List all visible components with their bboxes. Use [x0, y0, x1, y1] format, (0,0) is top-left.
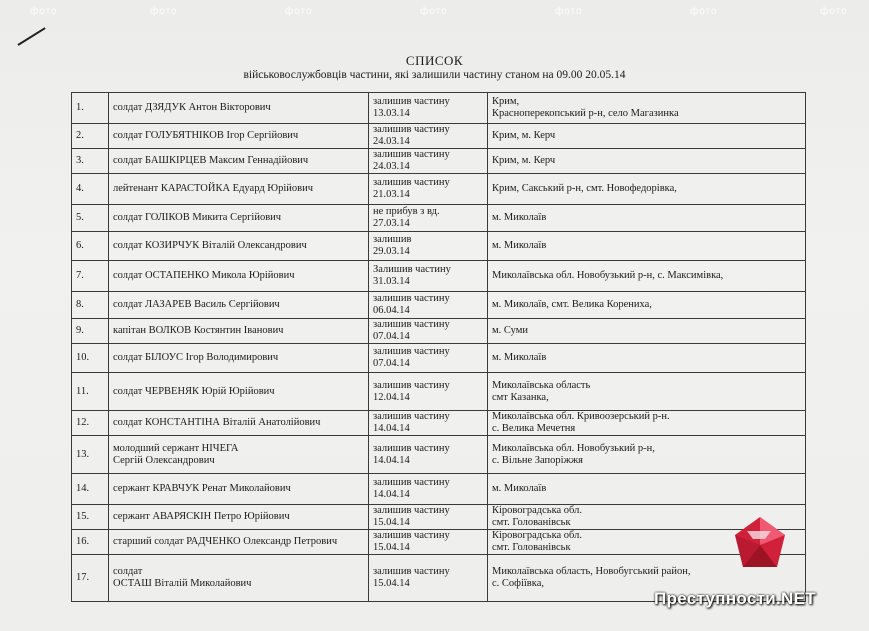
row-date: залишив частину — [373, 177, 450, 188]
row-location: смт. Голованівськ — [492, 517, 571, 528]
row-name-cell — [109, 505, 369, 530]
row-date: 15.04.14 — [373, 542, 410, 553]
row-name: капітан ВОЛКОВ Костянтин Іванович — [113, 325, 284, 336]
row-date-cell — [369, 373, 488, 411]
row-date: 07.04.14 — [373, 331, 410, 342]
row-name-cell — [109, 474, 369, 505]
row-name: солдат КОНСТАНТІНА Віталій Анатолійович — [113, 417, 321, 428]
row-number-cell — [72, 411, 109, 436]
row-date-cell — [369, 505, 488, 530]
watermark-text: фото — [555, 6, 583, 17]
row-number-cell — [72, 174, 109, 205]
site-logo-icon — [731, 515, 789, 577]
row-location: Миколаївська обл. Новобузький р-н, с. Максимівка, — [492, 270, 724, 281]
row-number-cell — [72, 93, 109, 124]
row-date: залишив частину — [373, 477, 450, 488]
personnel-table — [71, 92, 806, 602]
row-date-cell — [369, 344, 488, 373]
row-number: 17. — [76, 572, 90, 583]
row-name: солдат БАШКІРЦЕВ Максим Геннадійович — [113, 155, 309, 166]
row-number: 3. — [76, 155, 84, 166]
table-row — [72, 93, 806, 124]
row-name-cell — [109, 149, 369, 174]
row-location-cell — [488, 93, 806, 124]
site-brand-watermark — [654, 589, 816, 609]
row-location-cell — [488, 411, 806, 436]
row-date-cell — [369, 319, 488, 344]
row-location: Миколаївська обл. Кривоозерський р-н. — [492, 411, 670, 422]
row-number: 11. — [76, 385, 89, 397]
row-date: 24.03.14 — [373, 136, 410, 147]
row-name: лейтенант КАРАСТОЙКА Едуард Юрійович — [113, 183, 313, 194]
row-name-cell — [109, 124, 369, 149]
row-date-cell — [369, 93, 488, 124]
row-name: солдат ГОЛУБЯТНІКОВ Ігор Сергійович — [113, 130, 299, 141]
row-location: Миколаївська область, Новобугський район, — [492, 566, 691, 577]
row-location: м. Миколаїв — [492, 483, 547, 494]
row-number: 8. — [76, 299, 84, 310]
row-number-cell — [72, 232, 109, 261]
row-name-cell — [109, 436, 369, 474]
row-date: 21.03.14 — [373, 189, 410, 200]
row-date: не прибув з вд. — [373, 206, 440, 217]
row-date: залишив частину — [373, 530, 450, 541]
watermark-text: фото — [30, 6, 58, 17]
row-location-cell — [488, 205, 806, 232]
row-date: залишив частину — [373, 293, 450, 304]
row-number: 13. — [76, 448, 90, 460]
row-date: 14.04.14 — [373, 489, 410, 500]
row-name: солдат ДЗЯДУК Антон Вікторович — [113, 102, 271, 113]
row-name-cell — [109, 555, 369, 602]
row-date: залишив частину — [373, 149, 450, 160]
row-name-cell — [109, 319, 369, 344]
row-location-cell — [488, 232, 806, 261]
table-row — [72, 174, 806, 205]
row-location: Кіровоградська обл. — [492, 530, 582, 541]
row-date: 13.03.14 — [373, 108, 410, 119]
row-date: 15.04.14 — [373, 578, 410, 589]
row-date: 31.03.14 — [373, 276, 410, 287]
row-name-cell — [109, 205, 369, 232]
row-number: 12. — [76, 417, 90, 428]
row-number: 10. — [76, 352, 90, 363]
row-date-cell — [369, 232, 488, 261]
row-date: залишив частину — [373, 319, 450, 330]
row-name: молодший сержант НІЧЕГА — [113, 442, 239, 454]
row-number-cell — [72, 436, 109, 474]
row-location-cell — [488, 373, 806, 411]
row-number: 2. — [76, 130, 84, 141]
row-number: 16. — [76, 536, 90, 547]
row-location: Кіровоградська обл. — [492, 505, 582, 516]
row-number-cell — [72, 505, 109, 530]
row-location: м. Миколаїв — [492, 240, 547, 251]
row-date: залишив частину — [373, 96, 450, 107]
row-date: 15.04.14 — [373, 517, 410, 528]
row-name: солдат КОЗИРЧУК Віталій Олександрович — [113, 240, 307, 251]
row-location-cell — [488, 174, 806, 205]
row-date-cell — [369, 555, 488, 602]
row-date: 14.04.14 — [373, 454, 410, 466]
row-location: смт. Голованівськ — [492, 542, 571, 553]
row-date: 27.03.14 — [373, 218, 410, 229]
row-date: 24.03.14 — [373, 161, 410, 172]
row-location-cell — [488, 344, 806, 373]
row-location: с. Вільне Запоріжжя — [492, 454, 583, 466]
row-date-cell — [369, 530, 488, 555]
watermark-text: фото — [150, 6, 178, 17]
row-name: солдат ОСТАПЕНКО Микола Юрійович — [113, 270, 295, 281]
row-date: залишив частину — [373, 566, 450, 577]
brand-name: Преступности — [654, 589, 777, 608]
row-name-cell — [109, 344, 369, 373]
row-number-cell — [72, 344, 109, 373]
row-number: 5. — [76, 212, 84, 223]
row-date-cell — [369, 292, 488, 319]
row-date: залишив частину — [373, 505, 450, 516]
row-number: 9. — [76, 325, 84, 336]
row-number: 14. — [76, 483, 90, 494]
row-name: солдат ГОЛІКОВ Микита Сергійович — [113, 212, 282, 223]
document-subtitle: військовослужбовців частини, які залишили частину станом на 09.00 20.05.14 — [243, 69, 626, 81]
table-row — [72, 436, 806, 474]
table-row — [72, 411, 806, 436]
table-row — [72, 261, 806, 292]
row-date: залишив частину — [373, 442, 450, 454]
row-number: 15. — [76, 511, 90, 522]
row-date-cell — [369, 149, 488, 174]
table-row — [72, 474, 806, 505]
row-name: солдат — [113, 566, 143, 577]
row-name: солдат ЧЕРВЕНЯК Юрій Юрійович — [113, 385, 275, 397]
pen-stroke-mark — [17, 27, 45, 46]
row-location: Крим, Сакський р-н, смт. Новофедорівка, — [492, 183, 677, 194]
row-location: с. Велика Мечетня — [492, 423, 576, 434]
row-date: 14.04.14 — [373, 423, 410, 434]
row-name: ОСТАШ Віталій Миколайович — [113, 578, 252, 589]
table-row — [72, 319, 806, 344]
row-number-cell — [72, 261, 109, 292]
row-date: залишив частину — [373, 411, 450, 422]
row-number: 1. — [76, 102, 84, 113]
row-location: Крим, м. Керч — [492, 130, 556, 141]
row-number-cell — [72, 124, 109, 149]
row-number-cell — [72, 555, 109, 602]
row-name-cell — [109, 292, 369, 319]
table-row — [72, 205, 806, 232]
row-location: Красноперекопський р-н, село Магазинка — [492, 108, 679, 119]
row-date: 29.03.14 — [373, 246, 410, 257]
row-date: залишив — [373, 234, 412, 245]
row-location-cell — [488, 319, 806, 344]
personnel-table-body — [72, 93, 806, 602]
row-number-cell — [72, 149, 109, 174]
table-row — [72, 232, 806, 261]
row-name-cell — [109, 373, 369, 411]
row-date-cell — [369, 174, 488, 205]
row-name-cell — [109, 174, 369, 205]
row-location: Крим, — [492, 96, 520, 107]
row-date: Залишив частину — [373, 264, 451, 275]
row-number-cell — [72, 292, 109, 319]
row-location: Миколаївська область — [492, 379, 591, 391]
row-date: залишив частину — [373, 379, 450, 391]
row-number-cell — [72, 319, 109, 344]
row-location: м. Миколаїв — [492, 212, 547, 223]
row-date: 07.04.14 — [373, 358, 410, 369]
row-location: смт Казанка, — [492, 391, 549, 403]
row-date: 12.04.14 — [373, 391, 410, 403]
row-location: Крим, м. Керч — [492, 155, 556, 166]
table-row — [72, 149, 806, 174]
row-location-cell — [488, 436, 806, 474]
row-location: м. Миколаїв, смт. Велика Корениха, — [492, 299, 652, 310]
row-name: сержант КРАВЧУК Ренат Миколайович — [113, 483, 291, 494]
row-location-cell — [488, 149, 806, 174]
row-date-cell — [369, 205, 488, 232]
row-name-cell — [109, 530, 369, 555]
brand-suffix: .NET — [776, 589, 816, 608]
watermark-text: фото — [820, 6, 848, 17]
row-date-cell — [369, 411, 488, 436]
row-number: 7. — [76, 270, 84, 281]
row-number-cell — [72, 530, 109, 555]
row-name-cell — [109, 261, 369, 292]
row-name: Сергій Олександрович — [113, 454, 215, 466]
row-location: м. Миколаїв — [492, 352, 547, 363]
table-row — [72, 124, 806, 149]
row-location: Миколаївська обл. Новобузький р-н, — [492, 442, 655, 454]
row-date: 06.04.14 — [373, 305, 410, 316]
row-date-cell — [369, 474, 488, 505]
row-number-cell — [72, 474, 109, 505]
watermark-text: фото — [690, 6, 718, 17]
row-name: солдат ЛАЗАРЕВ Василь Сергійович — [113, 299, 280, 310]
row-number-cell — [72, 373, 109, 411]
row-name-cell — [109, 232, 369, 261]
row-name: сержант АВАРЯСКІН Петро Юрійович — [113, 511, 290, 522]
row-date-cell — [369, 436, 488, 474]
row-name-cell — [109, 93, 369, 124]
table-row — [72, 505, 806, 530]
row-date-cell — [369, 261, 488, 292]
row-location-cell — [488, 292, 806, 319]
table-row — [72, 344, 806, 373]
row-number-cell — [72, 205, 109, 232]
row-location-cell — [488, 124, 806, 149]
row-number: 4. — [76, 183, 84, 194]
row-location-cell — [488, 474, 806, 505]
table-row — [72, 373, 806, 411]
row-name: старший солдат РАДЧЕНКО Олександр Петрович — [113, 536, 338, 547]
row-number: 6. — [76, 240, 84, 251]
row-location: м. Суми — [492, 325, 529, 336]
row-name: солдат БІЛОУС Ігор Володимирович — [113, 352, 279, 363]
table-row — [72, 530, 806, 555]
row-date: залишив частину — [373, 124, 450, 135]
row-date-cell — [369, 124, 488, 149]
table-row — [72, 292, 806, 319]
row-location-cell — [488, 261, 806, 292]
watermark-text: фото — [285, 6, 313, 17]
row-name-cell — [109, 411, 369, 436]
row-location: с. Софіївка, — [492, 578, 544, 589]
document-title: СПИСОК — [405, 53, 464, 68]
watermark-text: фото — [420, 6, 448, 17]
row-date: залишив частину — [373, 346, 450, 357]
